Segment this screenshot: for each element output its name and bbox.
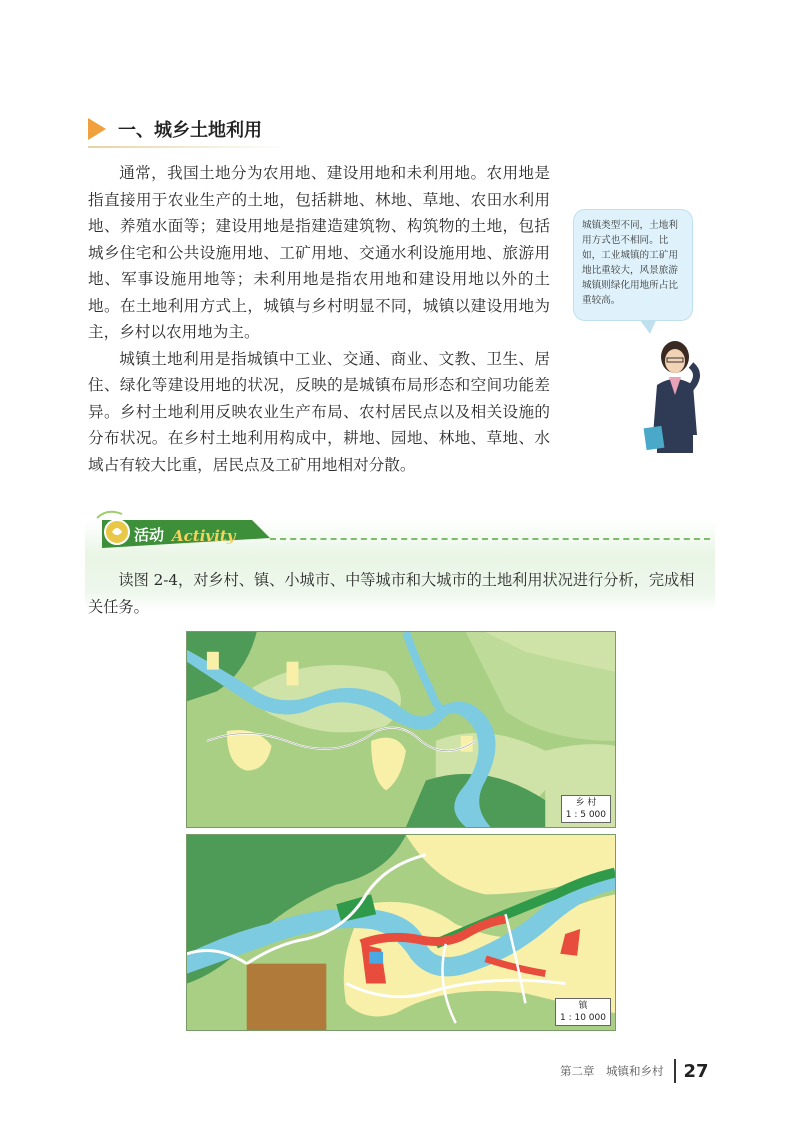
section-heading [88, 116, 262, 142]
page-number: 27 [683, 1060, 709, 1082]
activity-instruction: 读图 2-4，对乡村、镇、小城市、中等城市和大城市的土地利用状况进行分析，完成相关任务。 [88, 571, 695, 616]
triangle-bullet-icon [88, 118, 106, 140]
activity-tag [92, 508, 272, 552]
body-text [88, 160, 550, 478]
paragraph-2: 城镇土地利用是指城镇中工业、交通、商业、文教、卫生、居住、绿化等建设用地的状况，反映的是城镇布局形态和空间功能差异。乡村土地利用反映农业生产布局、农村居民点以及相关设施的分布状况。在乡村土地利用构成中，耕地、园地、林地、草地、水域占有较大比重，居民点及工矿用地相对分散。 [88, 349, 550, 474]
map-town-name: 镇 [578, 1001, 588, 1011]
activity-dashed-line [270, 538, 710, 540]
page-footer [560, 1056, 709, 1086]
map-town [186, 834, 616, 1031]
activity-label-cn: 活动 [134, 526, 165, 544]
map-village-name: 乡 村 [575, 798, 597, 808]
map-village [186, 631, 616, 828]
bubble-tail [640, 320, 656, 334]
footer-divider [674, 1059, 676, 1083]
village-map-graphic [187, 632, 615, 827]
town-map-graphic [187, 835, 615, 1030]
teacher-illustration [635, 335, 715, 460]
activity-label-en: Activity [172, 527, 236, 545]
activity-text [88, 567, 708, 621]
side-note-text: 城镇类型不同，土地利用方式也不相同。比如，工业城镇的工矿用地比重较大，风景旅游城镇则绿化用地所占比重较高。 [582, 220, 678, 306]
map-village-scale: 1 : 5 000 [565, 810, 606, 820]
side-note-bubble [573, 209, 693, 321]
map-town-label [555, 998, 611, 1026]
title-underline [88, 146, 288, 148]
chapter-title: 第二章 城镇和乡村 [560, 1064, 664, 1078]
map-village-label [561, 795, 611, 823]
section-title: 一、城乡土地利用 [118, 120, 262, 141]
map-town-scale: 1 : 10 000 [560, 1013, 606, 1023]
paragraph-1: 通常，我国土地分为农用地、建设用地和未利用地。农用地是指直接用于农业生产的土地，包括耕地、林地、草地、农田水利用地、养殖水面等；建设用地是指建造建筑物、构筑物的土地，包括城乡住宅和公共设施用地、工矿用地、交通水利设施用地、旅游用地、军事设施用地等；未利用地是指农用地和建设用地以外的土地。在土地利用方式上，城镇与乡村明显不同，城镇以建设用地为主，乡村以农用地为主。 [88, 164, 550, 341]
